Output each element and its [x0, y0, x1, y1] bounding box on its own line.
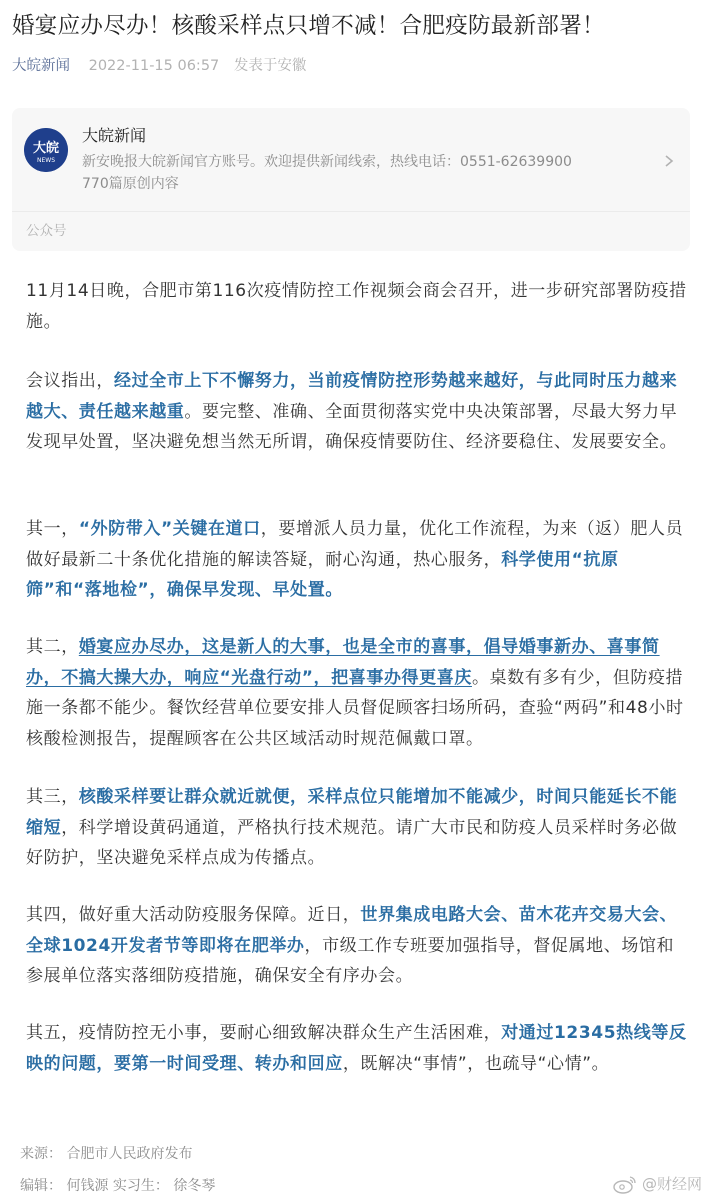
highlight-text: 科学使用“抗原筛”和“落地检”，确保早发现、早处置。	[26, 549, 619, 600]
watermark	[612, 1172, 702, 1196]
account-name: 大皖新闻	[82, 126, 147, 145]
paragraph-meeting	[26, 366, 690, 458]
article-meta	[12, 56, 306, 76]
paragraph-point-2	[26, 632, 690, 754]
account-logo	[24, 128, 68, 172]
watermark-text: @财经网	[641, 1175, 702, 1193]
chevron-right-icon	[662, 150, 676, 172]
highlight-text: 对通过12345热线等反映的问题，要第一时间受理、转办和回应	[26, 1023, 687, 1074]
paragraph-text: 。要完整、准确、全面贯彻落实党中央决策部署，尽最大努力早发现早处置，坚决避免想当然无所谓，确保疫情要防住、经济要稳住、发展要安全。	[26, 401, 678, 452]
account-card[interactable]	[12, 108, 690, 251]
publish-time: 2022-11-15 06:57	[88, 58, 220, 74]
card-divider	[12, 211, 690, 212]
account-article-count: 770篇原创内容	[82, 176, 179, 192]
paragraph-point-4	[26, 900, 690, 992]
highlight-underlined-text: 婚宴应办尽办，这是新人的大事，也是全市的喜事，倡导婚事新办、喜事简办，不搞大操大办，响应“光盘行动”，把喜事办得更喜庆	[26, 637, 660, 688]
logo-text: 大皖	[32, 141, 60, 156]
source-account-link[interactable]: 大皖新闻	[12, 58, 70, 74]
paragraph-intro	[26, 276, 690, 337]
highlight-text: 世界集成电路大会、苗木花卉交易大会、全球1024开发者节等即将在肥举办	[26, 905, 678, 956]
paragraph-text: ，市级工作专班要加强指导，督促属地、场馆和参展单位落实落细防疫措施，确保安全有序办会。	[26, 935, 675, 986]
footer-source: 来源： 合肥市人民政府发布	[20, 1146, 193, 1162]
publish-location: 发表于安徽	[233, 58, 307, 74]
weibo-logo-icon	[612, 1174, 638, 1194]
paragraph-text: 会议指出，	[26, 371, 114, 391]
paragraph-text: ，科学增设黄码通道，严格执行技术规范。请广大市民和防疫人员采样时务必做好防护，坚决避免采样点成为传播点。	[26, 817, 678, 868]
paragraph-text: ，既解决“事情”，也疏导“心情”。	[342, 1053, 610, 1074]
paragraph-text: 11月14日晚，合肥市第116次疫情防控工作视频会商会召开，进一步研究部署防疫措施。	[26, 281, 687, 332]
account-logo-icon	[24, 128, 68, 172]
highlight-text: 经过全市上下不懈努力，当前疫情防控形势越来越好，与此同时压力越来越大、责任越来越重	[26, 371, 678, 422]
account-description: 新安晚报大皖新闻官方账号。欢迎提供新闻线索，热线电话：0551-62639900	[82, 154, 572, 170]
paragraph-text: 其一，	[26, 519, 79, 539]
paragraph-text: 其二，	[26, 637, 79, 657]
paragraph-text: ，要增派人员力量，优化工作流程，为来（返）肥人员做好最新二十条优化措施的解读答疑，耐心沟通，热心服务，	[26, 519, 684, 570]
paragraph-point-5	[26, 1018, 690, 1079]
account-type-label: 公众号	[26, 223, 67, 239]
highlight-text: “外防带入”关键在道口	[78, 519, 261, 539]
paragraph-point-3	[26, 782, 690, 874]
highlight-text: 核酸采样要让群众就近就便，采样点位只能增加不能减少，时间只能延长不能缩短	[26, 787, 678, 838]
paragraph-text: 其三，	[26, 787, 79, 807]
paragraph-text: 。桌数有多有少，但防疫措施一条都不能少。餐饮经营单位要安排人员督促顾客扫场所码，查验“两码”和48小时核酸检测报告，提醒顾客在公共区域活动时规范佩戴口罩。	[26, 667, 684, 749]
paragraph-text: 其四，做好重大活动防疫服务保障。近日，	[26, 905, 361, 925]
logo-subtext: NEWS	[36, 157, 56, 164]
paragraph-point-1	[26, 514, 690, 606]
article-title: 婚宴应办尽办！核酸采样点只增不减！合肥疫防最新部署！	[12, 13, 605, 39]
paragraph-text: 其五，疫情防控无小事，要耐心细致解决群众生产生活困难，	[26, 1023, 502, 1043]
footer-editor: 编辑： 何钱源 实习生： 徐冬琴	[20, 1178, 216, 1194]
